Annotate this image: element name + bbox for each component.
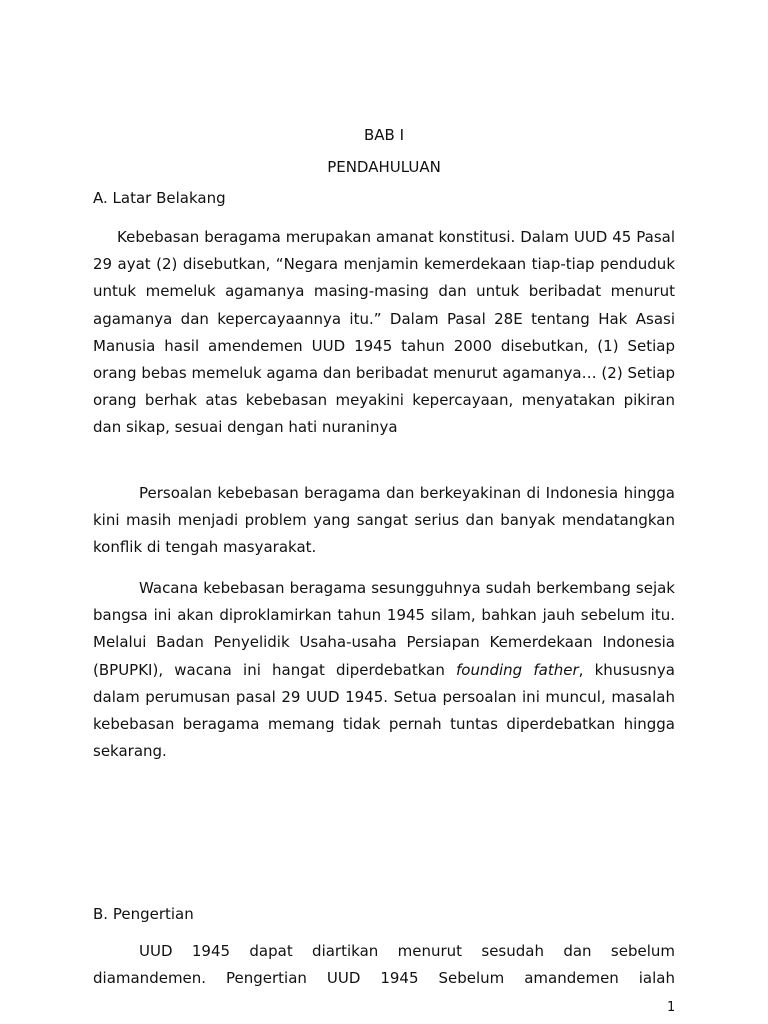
document-page xyxy=(93,0,675,1024)
founding-father-term: founding father xyxy=(456,660,579,679)
paragraph-persoalan: Persoalan kebebasan beragama dan berkeyakinan di Indonesia hingga kini masih menjadi problem yang sangat serius dan banyak mendatangkan konflik di tengah masyarakat. xyxy=(93,484,675,557)
paragraph-kebebasan-beragama: Kebebasan beragama merupakan amanat konstitusi. Dalam UUD 45 Pasal 29 ayat (2) disebutkan, “Negara menjamin kemerdekaan tiap-tiap penduduk untuk memeluk agamanya masing-masing dan untuk beribadat menurut agamanya dan kepercayaannya itu.” Dalam Pasal 28E tentang Hak Asasi Manusia hasil amendemen UUD 1945 tahun 2000 disebutkan, (1) Setiap orang bebas memeluk agama dan beribadat menurut agamanya… (2) Setiap orang berhak atas kebebasan meyakini kepercayaan, menyatakan pikiran dan sikap, sesuai dengan hati nuraninya xyxy=(93,228,675,437)
paragraph-pengertian: UUD 1945 dapat diartikan menurut sesudah dan sebelum diamandemen. Pengertian UUD 1945 Sebelum amandemen ialah xyxy=(93,942,675,988)
chapter-title: PENDAHULUAN xyxy=(327,158,441,176)
paragraph-wacana-part-1: Wacana kebebasan beragama sesungguhnya sudah berkembang sejak bangsa ini akan diproklamirkan tahun 1945 silam, bahkan jauh sebelum itu. Melalui Badan Penyelidik Usaha-usaha Persiapan Kemerdekaan Indonesia (BPUPKI), wacana ini hangat diperdebatkan xyxy=(93,579,675,679)
paragraph-wacana-part-2: , khususnya dalam perumusan pasal 29 UUD 1945. Setua persoalan ini muncul, masalah kebebasan beragama memang tidak pernah tuntas diperdebatkan hingga sekarang. xyxy=(93,660,675,761)
section-title-latar-belakang: A. Latar Belakang xyxy=(93,189,226,207)
section-title-pengertian: B. Pengertian xyxy=(93,905,194,923)
page-number: 1 xyxy=(667,1000,676,1015)
chapter-number: BAB I xyxy=(363,126,405,144)
paragraph-wacana xyxy=(93,575,675,765)
